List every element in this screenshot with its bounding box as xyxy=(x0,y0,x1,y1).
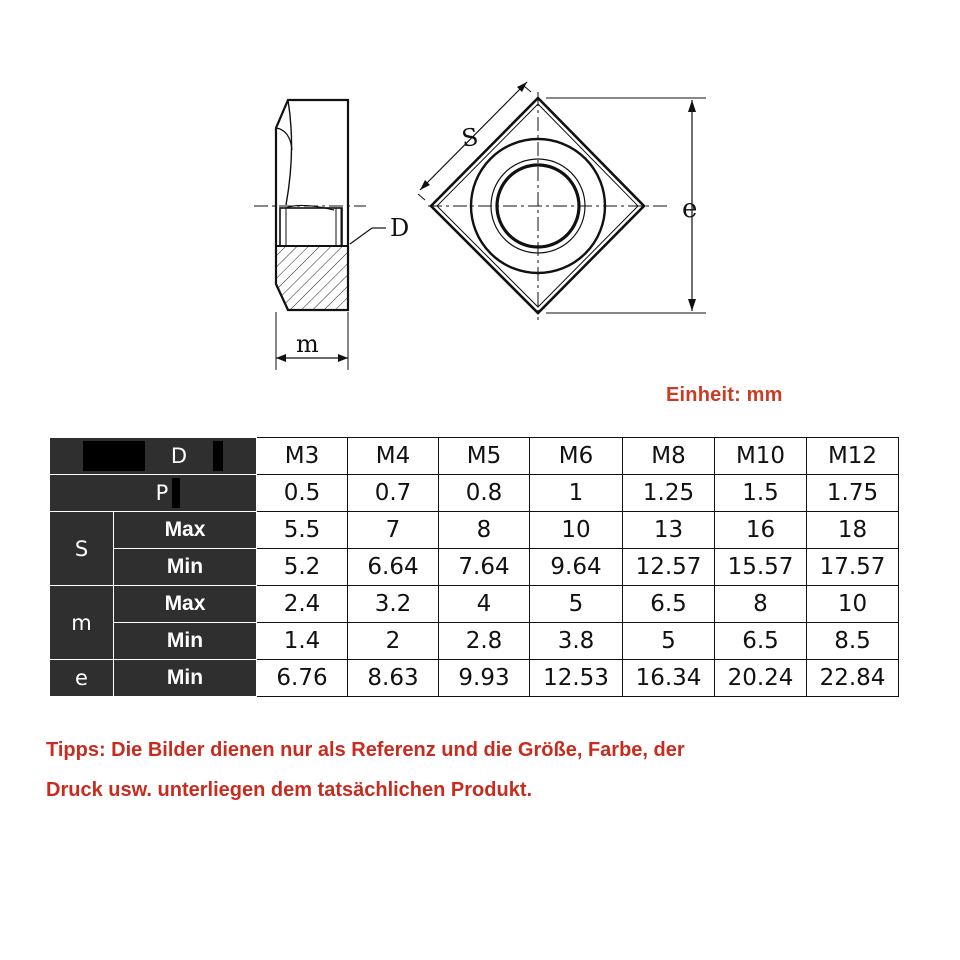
table-row-m-min xyxy=(50,623,899,660)
table-row-e-min xyxy=(50,660,899,697)
redaction-block xyxy=(83,441,145,471)
table-cell: 5.5 xyxy=(257,512,348,549)
disclaimer-note xyxy=(46,730,685,810)
table-cell: 18 xyxy=(807,512,899,549)
table-cell: 9.93 xyxy=(439,660,530,697)
e-min-label: Min xyxy=(114,660,257,697)
disclaimer-line: Druck usw. unterliegen dem tatsächlichen Produkt. xyxy=(46,779,533,801)
size-header: M6 xyxy=(530,438,623,475)
table-cell: 1.75 xyxy=(807,475,899,512)
table-cell: 5 xyxy=(623,623,715,660)
m-min-label: Min xyxy=(114,623,257,660)
table-cell: 2.4 xyxy=(257,586,348,623)
table-cell: 1.4 xyxy=(257,623,348,660)
header-label-cell xyxy=(50,438,257,475)
table-cell: 8 xyxy=(715,586,807,623)
table-cell: 8.5 xyxy=(807,623,899,660)
table-row-s-max xyxy=(50,512,899,549)
table-cell: 12.53 xyxy=(530,660,623,697)
table-cell: 12.57 xyxy=(623,549,715,586)
table-cell: 6.76 xyxy=(257,660,348,697)
square-nut-technical-drawing xyxy=(0,0,960,400)
table-cell: 2 xyxy=(348,623,439,660)
s-min-label: Min xyxy=(114,549,257,586)
s-group-label: S xyxy=(50,512,114,586)
table-cell: 20.24 xyxy=(715,660,807,697)
dim-label-e: e xyxy=(682,194,698,224)
unit-label: Einheit: mm xyxy=(666,384,783,406)
table-cell: 7 xyxy=(348,512,439,549)
table-cell: 3.8 xyxy=(530,623,623,660)
table-cell: 1.25 xyxy=(623,475,715,512)
s-max-label: Max xyxy=(114,512,257,549)
table-cell: 10 xyxy=(530,512,623,549)
table-cell: 10 xyxy=(807,586,899,623)
dim-label-d: D xyxy=(390,214,410,242)
table-cell: 5 xyxy=(530,586,623,623)
header-label: D xyxy=(170,444,188,468)
table-cell: 9.64 xyxy=(530,549,623,586)
table-row-m-max xyxy=(50,586,899,623)
table-cell: 4 xyxy=(439,586,530,623)
m-max-label: Max xyxy=(114,586,257,623)
table-row-s-min xyxy=(50,549,899,586)
size-header: M8 xyxy=(623,438,715,475)
table-cell: 17.57 xyxy=(807,549,899,586)
table-cell: 8 xyxy=(439,512,530,549)
table-cell: 0.5 xyxy=(257,475,348,512)
e-group-label: e xyxy=(50,660,114,697)
table-cell: 7.64 xyxy=(439,549,530,586)
table-cell: 5.2 xyxy=(257,549,348,586)
table-cell: 0.7 xyxy=(348,475,439,512)
table-cell: 1.5 xyxy=(715,475,807,512)
table-cell: 16.34 xyxy=(623,660,715,697)
table-cell: 8.63 xyxy=(348,660,439,697)
table-cell: 15.57 xyxy=(715,549,807,586)
table-cell: 6.64 xyxy=(348,549,439,586)
table-cell: 1 xyxy=(530,475,623,512)
size-header: M12 xyxy=(807,438,899,475)
table-cell: 3.2 xyxy=(348,586,439,623)
table-cell: 2.8 xyxy=(439,623,530,660)
table-row-header xyxy=(50,438,899,475)
dimension-table xyxy=(49,437,899,697)
nut-front-view xyxy=(418,82,706,320)
disclaimer-line: Tipps: Die Bilder dienen nur als Referenz und die Größe, Farbe, der xyxy=(46,739,685,761)
size-header: M5 xyxy=(439,438,530,475)
dim-label-s: S xyxy=(459,122,481,153)
pitch-label: P xyxy=(155,481,169,505)
redaction-block xyxy=(213,441,223,471)
size-header: M10 xyxy=(715,438,807,475)
table-row-pitch xyxy=(50,475,899,512)
table-cell: 6.5 xyxy=(715,623,807,660)
m-group-label: m xyxy=(50,586,114,660)
pitch-label-cell xyxy=(50,475,257,512)
redaction-block xyxy=(172,478,180,508)
table-cell: 16 xyxy=(715,512,807,549)
size-header: M3 xyxy=(257,438,348,475)
nut-side-view xyxy=(254,100,386,370)
dim-label-m: m xyxy=(296,330,319,358)
table-cell: 22.84 xyxy=(807,660,899,697)
size-header: M4 xyxy=(348,438,439,475)
table-cell: 0.8 xyxy=(439,475,530,512)
table-cell: 13 xyxy=(623,512,715,549)
table-cell: 6.5 xyxy=(623,586,715,623)
